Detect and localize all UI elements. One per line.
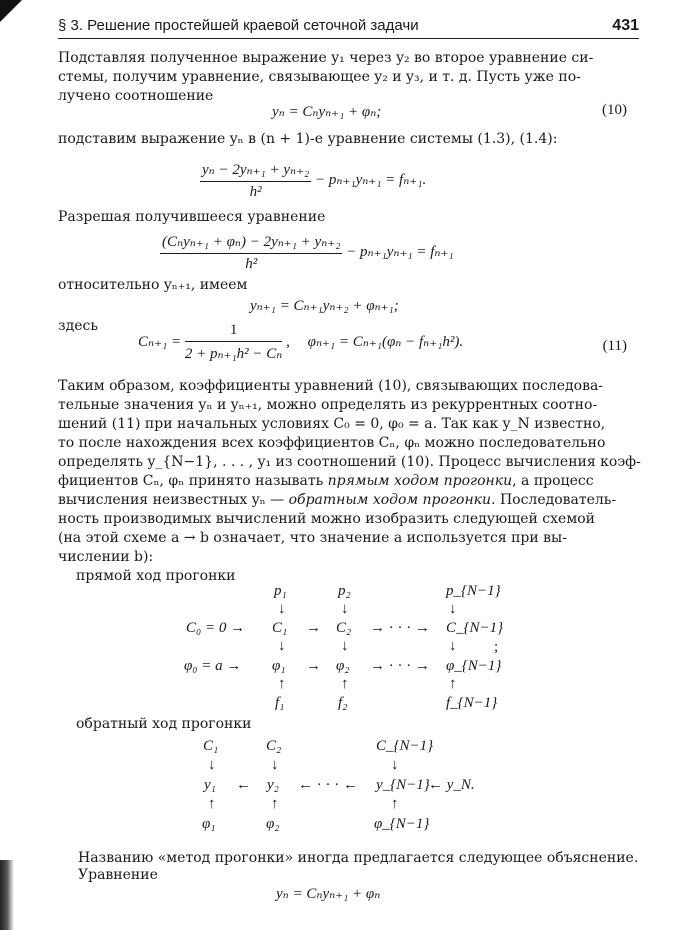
scheme-arrow-down: ↓ bbox=[278, 601, 286, 617]
scheme-arrow-down: ↓ bbox=[341, 601, 349, 617]
scheme-semicolon: ; bbox=[494, 639, 499, 655]
fraction-denominator: h² bbox=[249, 184, 262, 200]
equation-10: yₙ = Cₙyₙ₊₁ + φₙ; bbox=[272, 104, 382, 120]
text-line bbox=[58, 473, 594, 489]
fraction bbox=[185, 322, 283, 363]
scheme-node-pn: p_{N−1} bbox=[446, 583, 501, 599]
text-line: Уравнение bbox=[78, 867, 158, 883]
equation-11 bbox=[138, 322, 463, 363]
scheme-arrow-up: ↑ bbox=[391, 796, 399, 812]
scheme-start-phi0: φ₀ = a → bbox=[184, 658, 242, 674]
scheme-arrow-dots: → · · · → bbox=[370, 620, 430, 636]
scheme-arrow-down: ↓ bbox=[208, 757, 216, 773]
text-line: ность производимых вычислений можно изобразить следующей схемой bbox=[58, 511, 595, 527]
scheme-node-c2: C₂ bbox=[336, 620, 352, 636]
equation-number-11: (11) bbox=[602, 338, 627, 354]
text-line: подставим выражение yₙ в (n + 1)-е уравнение системы (1.3), (1.4): bbox=[58, 131, 558, 147]
text-line: (на этой схеме a → b означает, что значение a используется при вы- bbox=[58, 530, 567, 546]
scheme-arrow-left: ← bbox=[236, 777, 251, 793]
scheme-node-phi1: φ₁ bbox=[272, 658, 286, 674]
emphasis-forward-sweep: прямым ходом прогонки bbox=[327, 473, 513, 489]
scheme-node-c1: C₁ bbox=[203, 738, 219, 754]
text-line: определять y_{N−1}, . . . , y₁ из соотношений (10). Процесс вычисления коэф- bbox=[58, 454, 641, 470]
text-line: то после нахождения всех коэффициентов Cₙ, φₙ можно последовательно bbox=[58, 435, 606, 451]
scheme-arrow-dots: ← · · · ← bbox=[298, 777, 358, 793]
text-span: фициентов Cₙ, φₙ принято называть bbox=[58, 473, 328, 489]
scheme-node-y2: y₂ bbox=[267, 777, 279, 793]
text-line: относительно yₙ₊₁, имеем bbox=[58, 277, 248, 293]
page-number: 431 bbox=[612, 17, 639, 34]
scheme-arrow-down: ↓ bbox=[391, 757, 399, 773]
equation-final: yₙ = Cₙyₙ₊₁ + φₙ bbox=[276, 886, 381, 902]
scheme-arrow-down: ↓ bbox=[271, 757, 279, 773]
text-line: Разрешая получившееся уравнение bbox=[58, 209, 326, 225]
equation-difference bbox=[200, 160, 426, 201]
text-line: Подставляя полученное выражение y₁ через y₂ во второе уравнение си- bbox=[58, 50, 594, 66]
scheme-arrow-down: ↓ bbox=[449, 638, 457, 654]
equation-rest: − pₙ₊₁yₙ₊₁ = fₙ₊₁. bbox=[314, 171, 427, 188]
scan-shadow-corner bbox=[0, 0, 22, 22]
scheme-node-phi1: φ₁ bbox=[202, 816, 216, 832]
equation-rest: − pₙ₊₁yₙ₊₁ = fₙ₊₁ bbox=[346, 243, 454, 260]
scheme-start-c0: C₀ = 0 → bbox=[186, 620, 246, 636]
fraction-denominator: 2 + pₙ₊₁h² − Cₙ bbox=[184, 346, 283, 362]
equation-recurrence: yₙ₊₁ = Cₙ₊₁yₙ₊₂ + φₙ₊₁; bbox=[250, 298, 399, 314]
fraction-numerator: (Cₙyₙ₊₁ + φₙ) − 2yₙ₊₁ + yₙ₊₂ bbox=[160, 232, 342, 254]
text-line: числении b): bbox=[58, 549, 154, 565]
equation-rhs: φₙ₊₁ = Cₙ₊₁(φₙ − fₙ₊₁h²). bbox=[307, 333, 464, 350]
text-line: шений (11) при начальных условиях C₀ = 0, φ₀ = a. Так как y_N известно, bbox=[58, 416, 606, 432]
emphasis-backward-sweep: обратным ходом прогонки bbox=[288, 492, 492, 508]
equation-substituted bbox=[160, 232, 454, 273]
fraction-numerator: yₙ − 2yₙ₊₁ + yₙ₊₂ bbox=[200, 160, 311, 182]
text-line bbox=[58, 492, 616, 508]
text-line: лучено соотношение bbox=[58, 88, 214, 104]
equation-lhs: Cₙ₊₁ = bbox=[138, 333, 182, 350]
equation-separator: , bbox=[286, 333, 290, 350]
scheme-arrow-down: ↓ bbox=[449, 601, 457, 617]
scheme-node-cn: C_{N−1} bbox=[446, 620, 504, 636]
text-span: вычисления неизвестных yₙ — bbox=[58, 492, 289, 508]
scheme-arrow-down: ↓ bbox=[341, 638, 349, 654]
scheme-node-c2: C₂ bbox=[266, 738, 282, 754]
scheme-arrow-up: ↑ bbox=[341, 676, 349, 692]
running-head: § 3. Решение простейшей краевой сеточной задачи bbox=[58, 17, 419, 34]
scheme-end-yn: ← y_N. bbox=[428, 777, 475, 793]
text-span: . Последователь- bbox=[491, 492, 617, 508]
scheme-node-phi2: φ₂ bbox=[266, 816, 280, 832]
page-header bbox=[58, 14, 639, 39]
scheme-arrow-up: ↑ bbox=[208, 796, 216, 812]
scheme-node-yn: y_{N−1} bbox=[376, 777, 430, 793]
scheme-label-backward: обратный ход прогонки bbox=[76, 716, 252, 732]
scheme-arrow-down: ↓ bbox=[278, 638, 286, 654]
fraction-numerator: 1 bbox=[185, 322, 283, 342]
fraction-denominator: h² bbox=[245, 256, 258, 272]
scheme-arrow-right: → bbox=[306, 658, 321, 674]
scan-shadow-edge bbox=[0, 860, 14, 930]
scheme-arrow-right: → bbox=[306, 620, 321, 636]
scheme-arrow-dots: → · · · → bbox=[370, 658, 430, 674]
scheme-node-phin: φ_{N−1} bbox=[446, 658, 502, 674]
scheme-label-forward: прямой ход прогонки bbox=[76, 568, 236, 584]
text-line: здесь bbox=[58, 318, 99, 334]
scheme-arrow-up: ↑ bbox=[449, 676, 457, 692]
scheme-node-fn: f_{N−1} bbox=[446, 695, 498, 711]
text-line: стемы, получим уравнение, связывающее y₂ и y₃, и т. д. Пусть уже по- bbox=[58, 69, 581, 85]
scheme-node-p2: p₂ bbox=[338, 583, 351, 599]
scheme-arrow-up: ↑ bbox=[278, 676, 286, 692]
scheme-node-p1: p₁ bbox=[274, 583, 287, 599]
text-span: , а процесс bbox=[512, 473, 594, 489]
text-line: Названию «метод прогонки» иногда предлагается следующее объяснение. bbox=[78, 850, 639, 866]
fraction bbox=[160, 232, 342, 273]
text-line: тельные значения yₙ и yₙ₊₁, можно определять из рекуррентных соотно- bbox=[58, 397, 598, 413]
scheme-node-c1: C₁ bbox=[272, 620, 288, 636]
scheme-node-cn: C_{N−1} bbox=[376, 738, 434, 754]
text-line: Таким образом, коэффициенты уравнений (10), связывающих последова- bbox=[58, 378, 604, 394]
equation-number-10: (10) bbox=[602, 102, 627, 118]
scheme-node-y1: y₁ bbox=[204, 777, 216, 793]
scheme-node-f2: f₂ bbox=[338, 695, 348, 711]
fraction bbox=[200, 160, 311, 201]
scheme-arrow-up: ↑ bbox=[271, 796, 279, 812]
scheme-node-phin: φ_{N−1} bbox=[374, 816, 430, 832]
scheme-node-f1: f₁ bbox=[275, 695, 285, 711]
scheme-node-phi2: φ₂ bbox=[336, 658, 350, 674]
